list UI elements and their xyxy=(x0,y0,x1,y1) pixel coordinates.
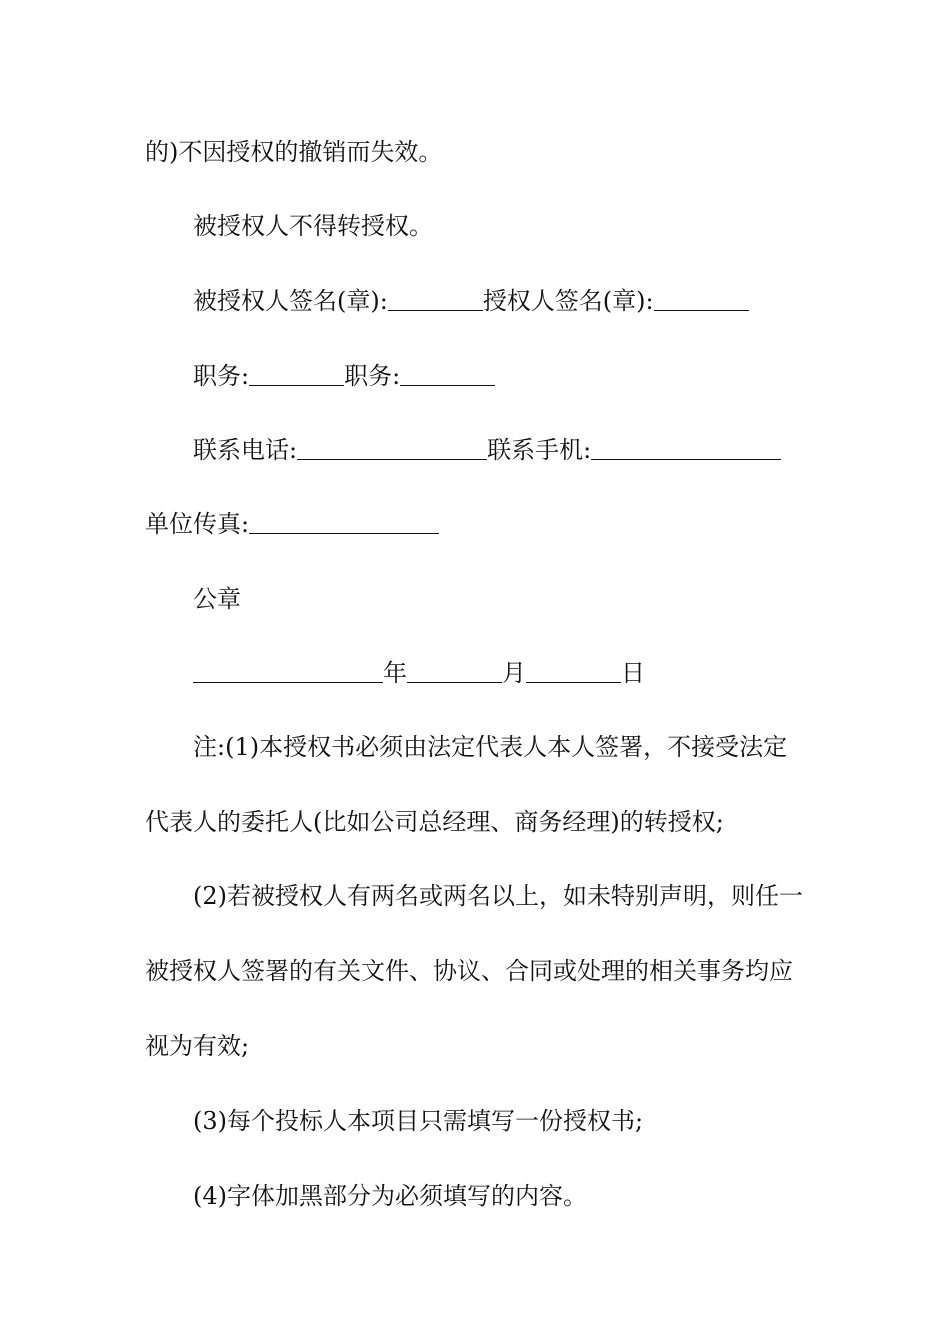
position-label-1: 职务: xyxy=(193,362,250,390)
month-blank[interactable] xyxy=(407,660,502,683)
fax-row xyxy=(145,508,439,540)
position-blank-1[interactable] xyxy=(249,363,344,386)
grantor-signature-blank[interactable] xyxy=(654,288,749,311)
fax-blank[interactable] xyxy=(249,511,439,534)
contact-row xyxy=(193,434,781,466)
mobile-label: 联系手机: xyxy=(487,436,592,464)
year-blank[interactable] xyxy=(193,660,383,683)
note-2-line-3: 视为有效; xyxy=(145,1032,250,1060)
day-label: 日 xyxy=(621,659,645,687)
position-label-2: 职务: xyxy=(344,362,401,390)
note-1-line-2: 代表人的委托人(比如公司总经理、商务经理)的转授权; xyxy=(145,808,724,836)
month-label: 月 xyxy=(502,659,526,687)
note-4: (4)字体加黑部分为必须填写的内容。 xyxy=(193,1182,587,1210)
mobile-blank[interactable] xyxy=(591,437,781,460)
seal-label: 公章 xyxy=(193,585,241,613)
date-row xyxy=(193,657,645,689)
no-sub-authorization-text: 被授权人不得转授权。 xyxy=(193,212,433,240)
authorized-person-signature-blank[interactable] xyxy=(388,288,483,311)
note-2-line-2: 被授权人签署的有关文件、协议、合同或处理的相关事务均应 xyxy=(145,957,793,985)
note-2-line-1: (2)若被授权人有两名或两名以上，如未特别声明，则任一 xyxy=(193,882,803,910)
note-1-line-1: 注:(1)本授权书必须由法定代表人本人签署，不接受法定 xyxy=(193,733,788,761)
authorized-person-signature-label: 被授权人签名(章): xyxy=(193,287,388,315)
position-row xyxy=(193,360,495,392)
grantor-signature-label: 授权人签名(章): xyxy=(482,287,654,315)
phone-label: 联系电话: xyxy=(193,436,298,464)
year-label: 年 xyxy=(383,659,407,687)
note-3: (3)每个投标人本项目只需填写一份授权书; xyxy=(193,1107,644,1135)
paragraph-continuation: 的)不因授权的撤销而失效。 xyxy=(145,138,443,166)
day-blank[interactable] xyxy=(526,660,621,683)
fax-label: 单位传真: xyxy=(145,510,250,538)
position-blank-2[interactable] xyxy=(400,363,495,386)
signature-row xyxy=(193,285,749,317)
phone-blank[interactable] xyxy=(297,437,487,460)
